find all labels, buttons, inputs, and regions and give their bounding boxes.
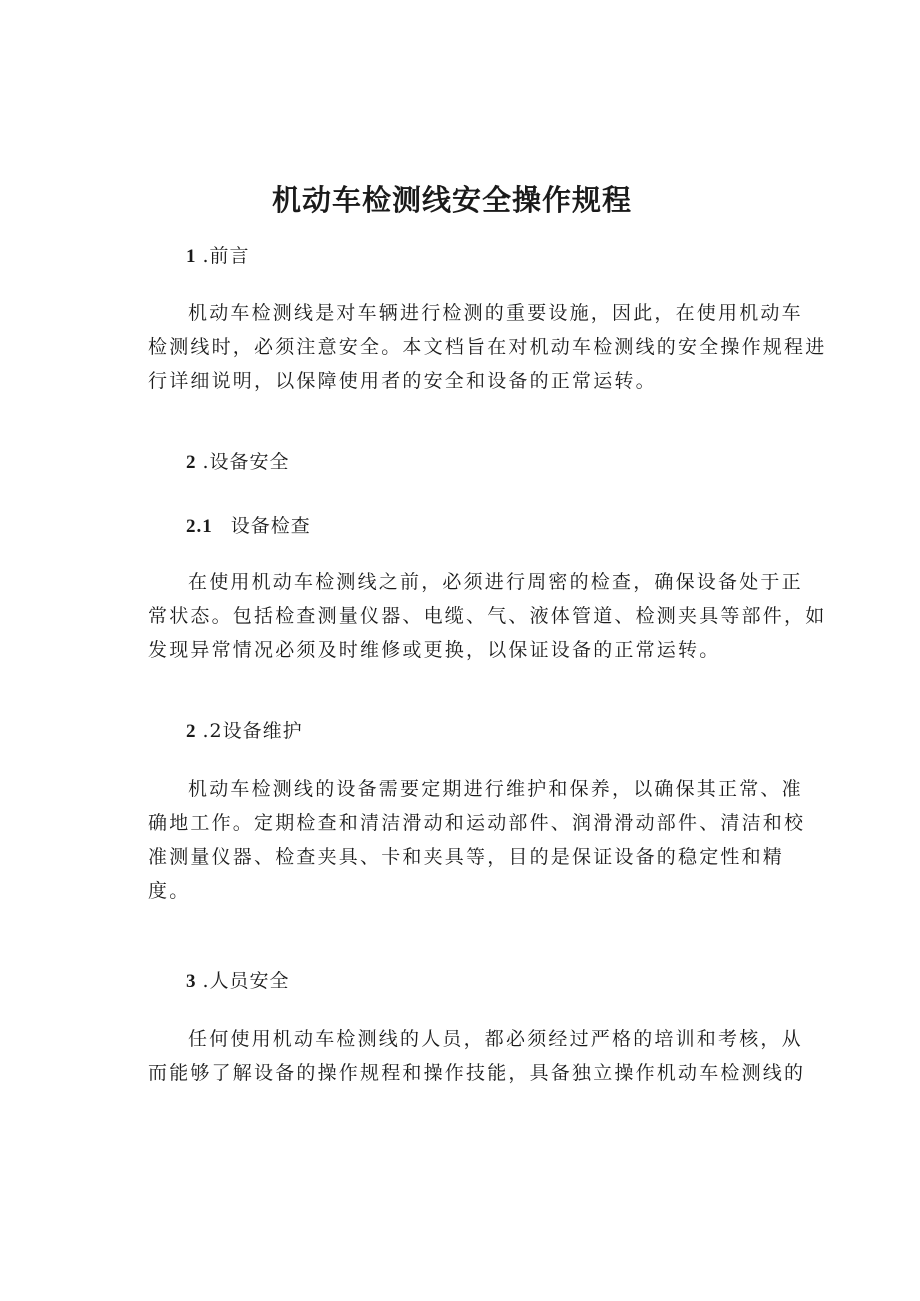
section-label: .人员安全 <box>202 970 290 992</box>
section-heading-1 <box>186 241 250 268</box>
section-label: 设备检查 <box>230 515 311 537</box>
section-number: 2.1 <box>186 516 213 537</box>
document-title: 机动车检测线安全操作规程 <box>271 183 632 217</box>
paragraph-line: 任何使用机动车检测线的人员，都必须经过严格的培训和考核，从 <box>188 1028 803 1050</box>
paragraph-line: 而能够了解设备的操作规程和操作技能，具备独立操作机动车检测线的 <box>148 1062 806 1084</box>
paragraph-line: 准测量仪器、检查夹具、卡和夹具等，目的是保证设备的稳定性和精 <box>148 846 785 868</box>
section-number: 3 <box>186 971 197 992</box>
paragraph-line: 机动车检测线是对车辆进行检测的重要设施，因此，在使用机动车 <box>188 302 803 324</box>
paragraph-equipment-maintenance <box>148 772 806 908</box>
paragraph-equipment-check <box>148 565 827 667</box>
paragraph-line: 行详细说明，以保障使用者的安全和设备的正常运转。 <box>148 370 657 392</box>
paragraph-line: 度。 <box>148 880 191 902</box>
paragraph-line: 确地工作。定期检查和清洁滑动和运动部件、润滑滑动部件、清洁和校 <box>148 812 806 834</box>
paragraph-line: 机动车检测线的设备需要定期进行维护和保养，以确保其正常、准 <box>188 778 803 800</box>
paragraph-line: 常状态。包括检查测量仪器、电缆、气、液体管道、检测夹具等部件，如 <box>148 605 827 627</box>
section-number: 2 <box>186 721 197 742</box>
paragraph-line: 发现异常情况必须及时维修或更换，以保证设备的正常运转。 <box>148 639 721 661</box>
section-number: 2 <box>186 452 197 473</box>
section-heading-3 <box>186 966 290 993</box>
paragraph-line: 检测线时，必须注意安全。本文档旨在对机动车检测线的安全操作规程进 <box>148 336 827 358</box>
paragraph-personnel-safety <box>148 1022 806 1090</box>
paragraph-line: 在使用机动车检测线之前，必须进行周密的检查，确保设备处于正 <box>188 571 803 593</box>
section-heading-2-1 <box>186 511 311 538</box>
paragraph-intro <box>148 296 827 398</box>
section-label: .前言 <box>202 245 250 267</box>
section-label: .设备安全 <box>202 451 290 473</box>
section-heading-2 <box>186 447 290 474</box>
section-label: .2设备维护 <box>202 720 303 742</box>
section-heading-2-2 <box>186 716 303 743</box>
section-number: 1 <box>186 246 197 267</box>
